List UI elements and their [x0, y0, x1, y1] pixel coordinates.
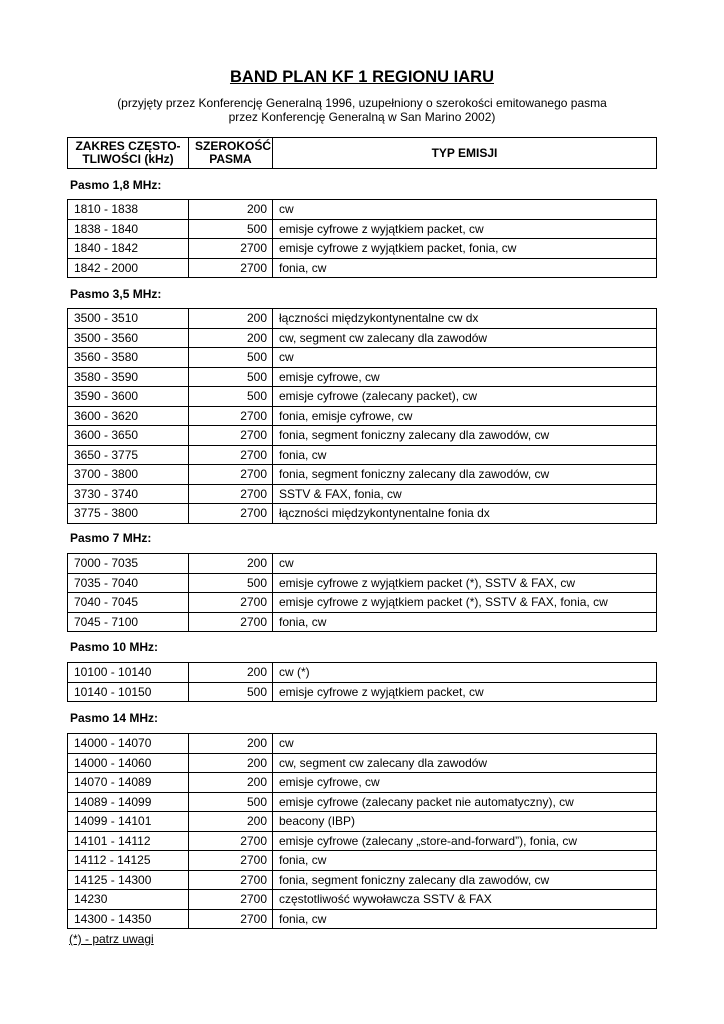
emission-type: fonia, cw	[273, 445, 657, 465]
emission-type: częstotliwość wywoławcza SSTV & FAX	[273, 890, 657, 910]
emission-type: cw (*)	[273, 663, 657, 683]
frequency-range: 3650 - 3775	[68, 445, 189, 465]
emission-type: cw, segment cw zalecany dla zawodów	[273, 328, 657, 348]
frequency-range: 14000 - 14070	[68, 734, 189, 754]
frequency-range: 14000 - 14060	[68, 753, 189, 773]
table-row	[68, 445, 657, 465]
band-label: Pasmo 1,8 MHz:	[70, 178, 162, 192]
bandwidth: 2700	[189, 426, 273, 446]
emission-type: emisje cyfrowe (zalecany packet), cw	[273, 387, 657, 407]
emission-type: łączności międzykontynentalne cw dx	[273, 309, 657, 329]
band-table	[67, 733, 657, 929]
emission-type: cw	[273, 200, 657, 220]
bandwidth: 200	[189, 328, 273, 348]
emission-type: łączności międzykontynentalne fonia dx	[273, 504, 657, 524]
header-bandwidth-line1: SZEROKOŚĆ	[195, 139, 272, 153]
band-label: Pasmo 7 MHz:	[70, 531, 152, 545]
bandwidth: 2700	[189, 484, 273, 504]
bandwidth: 500	[189, 219, 273, 239]
bandwidth: 2700	[189, 909, 273, 929]
table-row	[68, 309, 657, 329]
frequency-range: 3730 - 3740	[68, 484, 189, 504]
header-table	[67, 137, 657, 169]
frequency-range: 14099 - 14101	[68, 812, 189, 832]
table-row	[68, 387, 657, 407]
frequency-range: 14300 - 14350	[68, 909, 189, 929]
frequency-range: 7035 - 7040	[68, 573, 189, 593]
frequency-range: 3500 - 3560	[68, 328, 189, 348]
emission-type: fonia, cw	[273, 909, 657, 929]
table-row	[68, 465, 657, 485]
header-bandwidth-line2: PASMA	[209, 152, 252, 166]
emission-type: cw	[273, 734, 657, 754]
bandwidth: 500	[189, 573, 273, 593]
emission-type: emisje cyfrowe z wyjątkiem packet, cw	[273, 219, 657, 239]
bandwidth: 2700	[189, 870, 273, 890]
emission-type: cw	[273, 348, 657, 368]
bandwidth: 200	[189, 734, 273, 754]
table-row	[68, 734, 657, 754]
frequency-range: 3775 - 3800	[68, 504, 189, 524]
bandwidth: 2700	[189, 890, 273, 910]
emission-type: fonia, cw	[273, 851, 657, 871]
frequency-range: 14070 - 14089	[68, 773, 189, 793]
band-table	[67, 553, 657, 632]
band-label: Pasmo 14 MHz:	[70, 711, 159, 725]
emission-type: emisje cyfrowe z wyjątkiem packet (*), SSTV & FAX, cw	[273, 573, 657, 593]
emission-type: emisje cyfrowe, cw	[273, 773, 657, 793]
bandwidth: 2700	[189, 465, 273, 485]
table-row	[68, 219, 657, 239]
frequency-range: 3700 - 3800	[68, 465, 189, 485]
frequency-range: 14101 - 14112	[68, 831, 189, 851]
bandwidth: 2700	[189, 831, 273, 851]
table-row	[68, 851, 657, 871]
frequency-range: 1838 - 1840	[68, 219, 189, 239]
band-label: Pasmo 10 MHz:	[70, 640, 159, 654]
bandwidth: 2700	[189, 406, 273, 426]
bandwidth: 200	[189, 773, 273, 793]
frequency-range: 7040 - 7045	[68, 593, 189, 613]
emission-type: emisje cyfrowe z wyjątkiem packet, fonia, cw	[273, 239, 657, 259]
footnote: (*) - patrz uwagi	[69, 932, 154, 946]
table-row	[68, 484, 657, 504]
header-frequency-line1: ZAKRES CZĘSTO-	[75, 139, 181, 153]
emission-type: cw, segment cw zalecany dla zawodów	[273, 753, 657, 773]
header-frequency-range	[68, 138, 189, 169]
table-row	[68, 792, 657, 812]
frequency-range: 14112 - 14125	[68, 851, 189, 871]
header-row	[68, 138, 657, 169]
table-row	[68, 682, 657, 702]
header-bandwidth	[189, 138, 273, 169]
bandwidth: 500	[189, 367, 273, 387]
bandwidth: 200	[189, 309, 273, 329]
emission-type: fonia, segment foniczny zalecany dla zawodów, cw	[273, 426, 657, 446]
band-table	[67, 199, 657, 278]
bandwidth: 200	[189, 663, 273, 683]
page-title: BAND PLAN KF 1 REGIONU IARU	[229, 68, 494, 86]
subtitle-line-1: (przyjęty przez Konferencję Generalną 1996, uzupełniony o szerokości emitowanego pasma	[117, 96, 607, 110]
table-row	[68, 504, 657, 524]
table-row	[68, 328, 657, 348]
bandwidth: 2700	[189, 504, 273, 524]
frequency-range: 1842 - 2000	[68, 258, 189, 278]
bandwidth: 200	[189, 812, 273, 832]
frequency-range: 1840 - 1842	[68, 239, 189, 259]
frequency-range: 14230	[68, 890, 189, 910]
frequency-range: 14125 - 14300	[68, 870, 189, 890]
bandwidth: 500	[189, 682, 273, 702]
emission-type: emisje cyfrowe z wyjątkiem packet (*), SSTV & FAX, fonia, cw	[273, 593, 657, 613]
frequency-range: 3600 - 3620	[68, 406, 189, 426]
bandwidth: 200	[189, 753, 273, 773]
bandwidth: 500	[189, 792, 273, 812]
emission-type: cw	[273, 554, 657, 574]
emission-type: fonia, cw	[273, 612, 657, 632]
bandwidth: 500	[189, 387, 273, 407]
table-row	[68, 573, 657, 593]
emission-type: emisje cyfrowe (zalecany „store-and-forward”), fonia, cw	[273, 831, 657, 851]
frequency-range: 3560 - 3580	[68, 348, 189, 368]
bandwidth: 2700	[189, 851, 273, 871]
band-label: Pasmo 3,5 MHz:	[70, 287, 162, 301]
frequency-range: 14089 - 14099	[68, 792, 189, 812]
page-subtitle	[90, 96, 634, 124]
frequency-range: 7045 - 7100	[68, 612, 189, 632]
table-row	[68, 426, 657, 446]
frequency-range: 3500 - 3510	[68, 309, 189, 329]
frequency-range: 3600 - 3650	[68, 426, 189, 446]
table-row	[68, 593, 657, 613]
emission-type: fonia, segment foniczny zalecany dla zawodów, cw	[273, 870, 657, 890]
table-row	[68, 663, 657, 683]
emission-type: beacony (IBP)	[273, 812, 657, 832]
frequency-range: 7000 - 7035	[68, 554, 189, 574]
band-table	[67, 308, 657, 524]
frequency-range: 3590 - 3600	[68, 387, 189, 407]
table-row	[68, 870, 657, 890]
table-row	[68, 831, 657, 851]
header-frequency-line2: TLIWOŚCI (kHz)	[82, 152, 174, 166]
emission-type: emisje cyfrowe, cw	[273, 367, 657, 387]
table-row	[68, 406, 657, 426]
bandwidth: 2700	[189, 445, 273, 465]
emission-type: fonia, emisje cyfrowe, cw	[273, 406, 657, 426]
bandwidth: 200	[189, 200, 273, 220]
emission-type: SSTV & FAX, fonia, cw	[273, 484, 657, 504]
table-row	[68, 909, 657, 929]
header-emission-type: TYP EMISJI	[273, 138, 657, 169]
bandwidth: 2700	[189, 258, 273, 278]
bandwidth: 2700	[189, 612, 273, 632]
bandwidth: 500	[189, 348, 273, 368]
bandwidth: 200	[189, 554, 273, 574]
band-table	[67, 662, 657, 702]
emission-type: fonia, segment foniczny zalecany dla zawodów, cw	[273, 465, 657, 485]
frequency-range: 3580 - 3590	[68, 367, 189, 387]
table-row	[68, 367, 657, 387]
emission-type: emisje cyfrowe z wyjątkiem packet, cw	[273, 682, 657, 702]
table-row	[68, 258, 657, 278]
table-row	[68, 612, 657, 632]
table-row	[68, 348, 657, 368]
subtitle-line-2: przez Konferencję Generalną w San Marino 2002)	[228, 110, 496, 124]
frequency-range: 10140 - 10150	[68, 682, 189, 702]
table-row	[68, 773, 657, 793]
table-row	[68, 554, 657, 574]
bandwidth: 2700	[189, 593, 273, 613]
table-row	[68, 753, 657, 773]
table-row	[68, 812, 657, 832]
frequency-range: 1810 - 1838	[68, 200, 189, 220]
emission-type: fonia, cw	[273, 258, 657, 278]
frequency-range: 10100 - 10140	[68, 663, 189, 683]
emission-type: emisje cyfrowe (zalecany packet nie automatyczny), cw	[273, 792, 657, 812]
table-row	[68, 890, 657, 910]
bandwidth: 2700	[189, 239, 273, 259]
table-row	[68, 200, 657, 220]
table-row	[68, 239, 657, 259]
